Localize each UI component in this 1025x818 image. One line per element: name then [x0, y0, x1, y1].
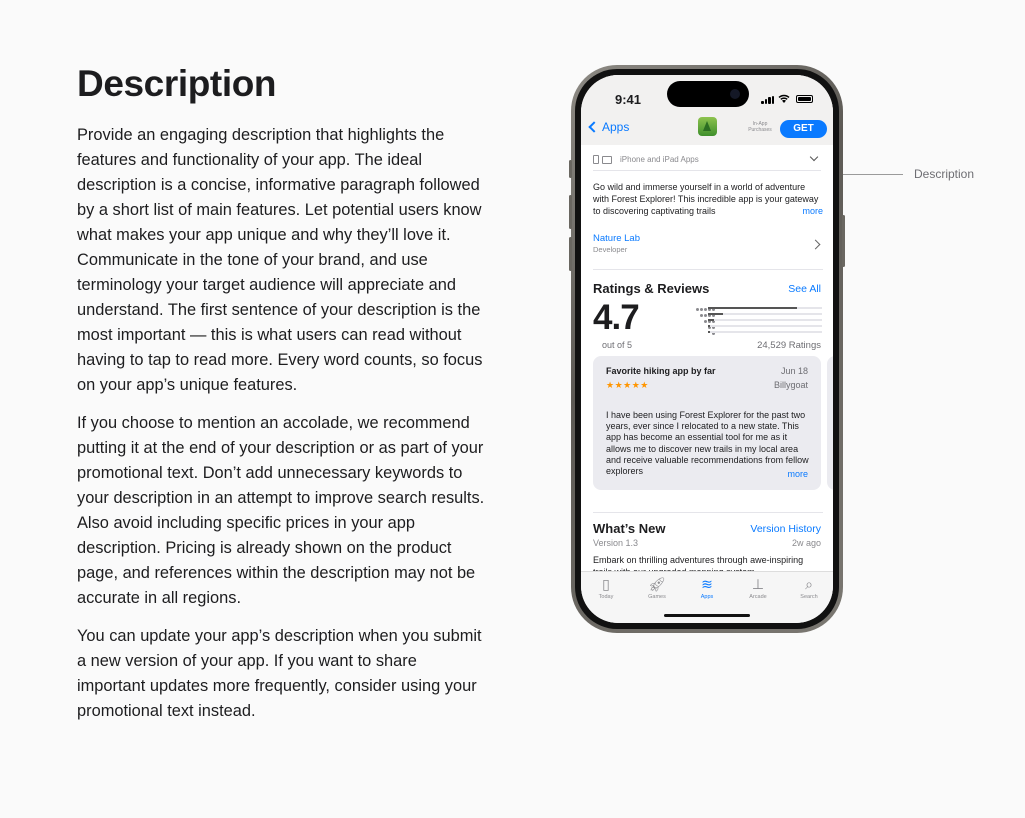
status-time: 9:41	[615, 92, 642, 107]
callout-label: Description	[914, 167, 975, 181]
rocket-icon: 🚀︎	[648, 576, 666, 592]
review-body: I have been using Forest Explorer for the past two years, ever since I relocated to a new state. This app has become an essential tool for me as it allows me to discover new trails in my local area and receive valuable recommendations from fellow explorers	[606, 410, 809, 477]
rating-bar-2	[708, 325, 822, 327]
review-author: Billygoat	[773, 380, 808, 390]
developer-row[interactable]	[593, 233, 823, 263]
version-history-link[interactable]: Version History	[750, 523, 821, 535]
device-support-row[interactable]	[593, 149, 821, 171]
battery-icon	[796, 95, 813, 103]
paragraph-3: You can update your app’s description when you submit a new version of your app. If you want to share important updates more frequently, consider using your promotional text instead.	[77, 627, 482, 720]
phone-screen	[581, 75, 833, 623]
review-stars: ★★★★★	[606, 380, 649, 390]
whats-new-title: What’s New	[593, 521, 666, 536]
tab-today[interactable]	[586, 576, 626, 600]
paragraph-2: If you choose to mention an accolade, we recommend putting it at the end of your description or as part of your promotional text. Don’t add unnecessary keywords to your description in an attempt to improve search results. Also avoid including specific prices in your app description. Pricing is already shown on the product page, and references within the description may not be accurate in all regions.	[77, 414, 485, 607]
volume-up-button	[569, 195, 572, 229]
home-indicator	[664, 614, 750, 617]
rating-distribution	[708, 307, 822, 337]
rating-bar-4	[708, 313, 822, 315]
iphone-mockup	[571, 65, 843, 633]
chevron-left-icon	[588, 121, 599, 132]
device-support-label: iPhone and iPad Apps	[620, 155, 699, 164]
divider	[593, 269, 823, 270]
tab-label: Search	[800, 594, 818, 600]
back-label: Apps	[602, 120, 630, 134]
stack-icon: ≋	[701, 576, 713, 592]
in-app-purchases-label: In-App Purchases	[748, 121, 772, 133]
developer-name: Nature Lab	[593, 233, 641, 244]
tab-arcade[interactable]	[738, 576, 778, 600]
developer-role: Developer	[593, 245, 628, 254]
article	[77, 62, 485, 737]
description-more-link[interactable]: more	[780, 205, 823, 217]
wifi-icon	[778, 94, 790, 106]
review-card[interactable]	[593, 356, 821, 490]
dynamic-island	[667, 81, 749, 107]
tab-label: Apps	[700, 594, 714, 600]
rating-bar-1	[708, 331, 822, 333]
review-more-link[interactable]: more	[769, 469, 808, 479]
page-title: Description	[77, 63, 277, 104]
review-title: Favorite hiking app by far	[606, 366, 716, 376]
search-icon: ⌕	[805, 576, 813, 592]
see-all-link[interactable]: See All	[788, 283, 821, 295]
iphone-icon	[593, 155, 599, 164]
side-button	[842, 215, 845, 267]
paragraph-1: Provide an engaging description that highlights the features and functionality of your app. The ideal description is a concise, informative paragraph followed by a short list of main features. Let potential users know what makes your app unique and why they’ll love it. Communicate in the tone of your brand, and use terminology your target audience will appreciate and understand. The first sentence of your description is the most important — this is what users can read without having to tap to read more. Every word counts, so focus on your app’s unique features.	[77, 126, 483, 394]
app-icon	[698, 117, 717, 136]
nav-bar	[581, 119, 833, 145]
rating-bar-5	[708, 307, 822, 309]
back-button[interactable]	[586, 120, 629, 134]
tab-games[interactable]	[637, 576, 677, 600]
average-rating: 4.7	[593, 298, 639, 337]
tab-label: Games	[648, 594, 666, 600]
chevron-down-icon	[810, 153, 818, 161]
product-page	[581, 145, 833, 571]
ratings-title: Ratings & Reviews	[593, 281, 710, 296]
ipad-icon	[602, 156, 612, 164]
get-button[interactable]: GET	[780, 120, 827, 138]
rating-bar-3	[708, 319, 822, 321]
signal-icon	[761, 96, 774, 104]
app-description-text: Go wild and immerse yourself in a world of adventure with Forest Explorer! This incredible app is your gateway to discovering captivating trails	[593, 182, 819, 216]
whats-new-body: Embark on thrilling adventures through awe-inspiring	[593, 555, 804, 565]
review-date: Jun 18	[780, 366, 808, 376]
tab-label: Today	[598, 594, 614, 600]
tab-search[interactable]	[789, 576, 829, 600]
ratings-count: 24,529 Ratings	[757, 340, 821, 351]
app-description	[593, 181, 823, 217]
next-review-card[interactable]	[827, 356, 833, 490]
tab-apps[interactable]	[687, 576, 727, 600]
joystick-icon: ⊥	[751, 576, 765, 592]
tab-bar	[581, 571, 833, 623]
today-icon: ▯	[602, 576, 610, 592]
version-label: Version 1.3	[593, 538, 639, 548]
action-button	[569, 160, 572, 178]
camera-icon	[730, 89, 740, 99]
rating-scale: out of 5	[602, 340, 633, 350]
version-age: 2w ago	[791, 538, 821, 548]
volume-down-button	[569, 237, 572, 271]
tab-label: Arcade	[749, 594, 767, 600]
status-bar	[581, 75, 833, 119]
divider	[593, 512, 823, 513]
